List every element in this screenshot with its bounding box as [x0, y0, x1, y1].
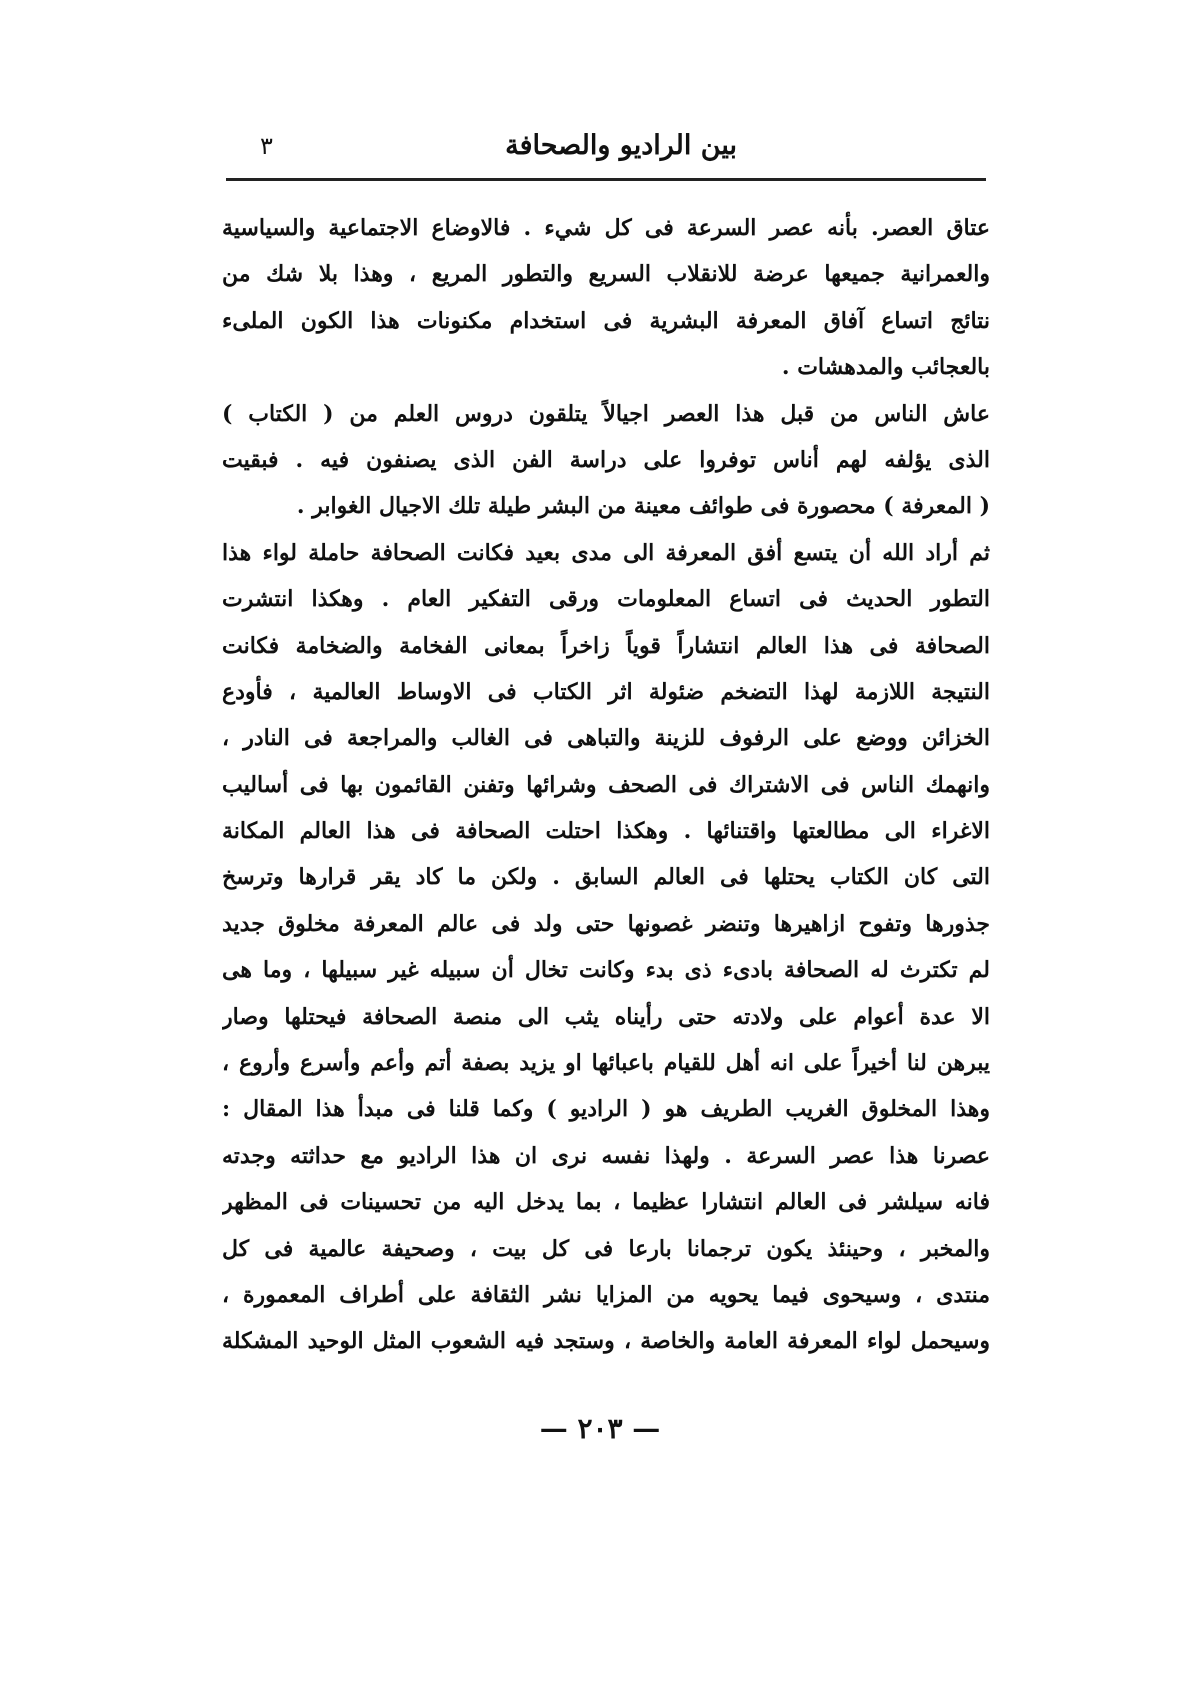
paragraph: [222, 205, 990, 391]
text-line: بالعجائب والمدهشات .: [781, 354, 990, 381]
footer-page-number: — ٢٠٣ —: [539, 1412, 661, 1445]
text-line: جذورها وتفوح ازاهيرها وتنضر غصونها حتى ولد فى عالم المعرفة مخلوق جديد: [222, 910, 990, 937]
text-line: الا عدة أعوام على ولادته حتى رأيناه يثب الى منصة الصحافة فيحتلها وصار: [222, 1003, 990, 1030]
text-line: الصحافة فى هذا العالم انتشاراً قوياً زاخراً بمعانى الفخامة والضخامة فكانت: [222, 632, 990, 659]
header-rule: [226, 178, 986, 181]
running-title: بين الراديو والصحافة: [505, 130, 737, 161]
text-line: فانه سيلشر فى العالم انتشارا عظيما ، بما يدخل اليه من تحسينات فى المظهر: [222, 1189, 990, 1216]
text-line: وسيحمل لواء المعرفة العامة والخاصة ، وستجد فيه الشعوب المثل الوحيد المشكلة: [222, 1328, 990, 1355]
paragraph: [222, 391, 990, 530]
body-text: [222, 205, 990, 1365]
text-line: عصرنا هذا عصر السرعة . ولهذا نفسه نرى ان هذا الراديو مع حداثته وجدته: [222, 1142, 990, 1169]
text-line: وانهمك الناس فى الاشتراك فى الصحف وشرائها وتفنن القائمون بها فى أساليب: [222, 771, 990, 798]
text-line: الخزائن ووضع على الرفوف للزينة والتباهى فى الغالب والمراجعة فى النادر ،: [222, 725, 990, 752]
text-line: ثم أراد الله أن يتسع أفق المعرفة الى مدى بعيد فكانت الصحافة حاملة لواء هذا: [222, 539, 990, 566]
text-line: عتاق العصر. بأنه عصر السرعة فى كل شيء . فالاوضاع الاجتماعية والسياسية: [222, 215, 990, 241]
paragraph: [222, 530, 990, 1365]
text-line: التى كان الكتاب يحتلها فى العالم السابق . ولكن ما كاد يقر قرارها وترسخ: [222, 864, 990, 891]
text-line: الاغراء الى مطالعتها واقتنائها . وهكذا احتلت الصحافة فى هذا العالم المكانة: [222, 818, 990, 845]
text-line: الذى يؤلفه لهم أناس توفروا على دراسة الفن الذى يصنفون فيه . فبقيت: [222, 446, 990, 473]
text-line: يبرهن لنا أخيراً على انه أهل للقيام باعبائها او يزيد بصفة أتم وأعم وأسرع وأروع ،: [222, 1050, 990, 1077]
text-line: وهذا المخلوق الغريب الطريف هو ( الراديو ) وكما قلنا فى مبدأ هذا المقال :: [222, 1096, 990, 1123]
text-line: والمخبر ، وحينئذ يكون ترجمانا بارعا فى كل بيت ، وصحيفة عالمية فى كل: [222, 1235, 990, 1262]
text-line: نتائج اتساع آفاق المعرفة البشرية فى استخدام مكنونات هذا الكون الملىء: [222, 307, 990, 334]
text-line: لم تكترث له الصحافة بادىء ذى بدء وكانت تخال أن سبيله غير سبيلها ، وما هى: [222, 957, 990, 984]
text-line: ( المعرفة ) محصورة فى طوائف معينة من البشر طيلة تلك الاجيال الغوابر .: [296, 493, 990, 520]
page-header: [230, 126, 985, 166]
text-line: النتيجة اللازمة لهذا التضخم ضئولة اثر الكتاب فى الاوساط العالمية ، فأودع: [222, 678, 990, 705]
text-line: عاش الناس من قبل هذا العصر اجيالاً يتلقون دروس العلم من ( الكتاب ): [222, 400, 990, 427]
header-page-number: ٣: [260, 132, 273, 160]
text-line: منتدى ، وسيحوى فيما يحويه من المزايا نشر الثقافة على أطراف المعمورة ،: [222, 1281, 990, 1308]
text-line: التطور الحديث فى اتساع المعلومات ورقى التفكير العام . وهكذا انتشرت: [222, 586, 990, 613]
text-line: والعمرانية جميعها عرضة للانقلاب السريع والتطور المريع ، وهذا بلا شك من: [222, 261, 990, 288]
